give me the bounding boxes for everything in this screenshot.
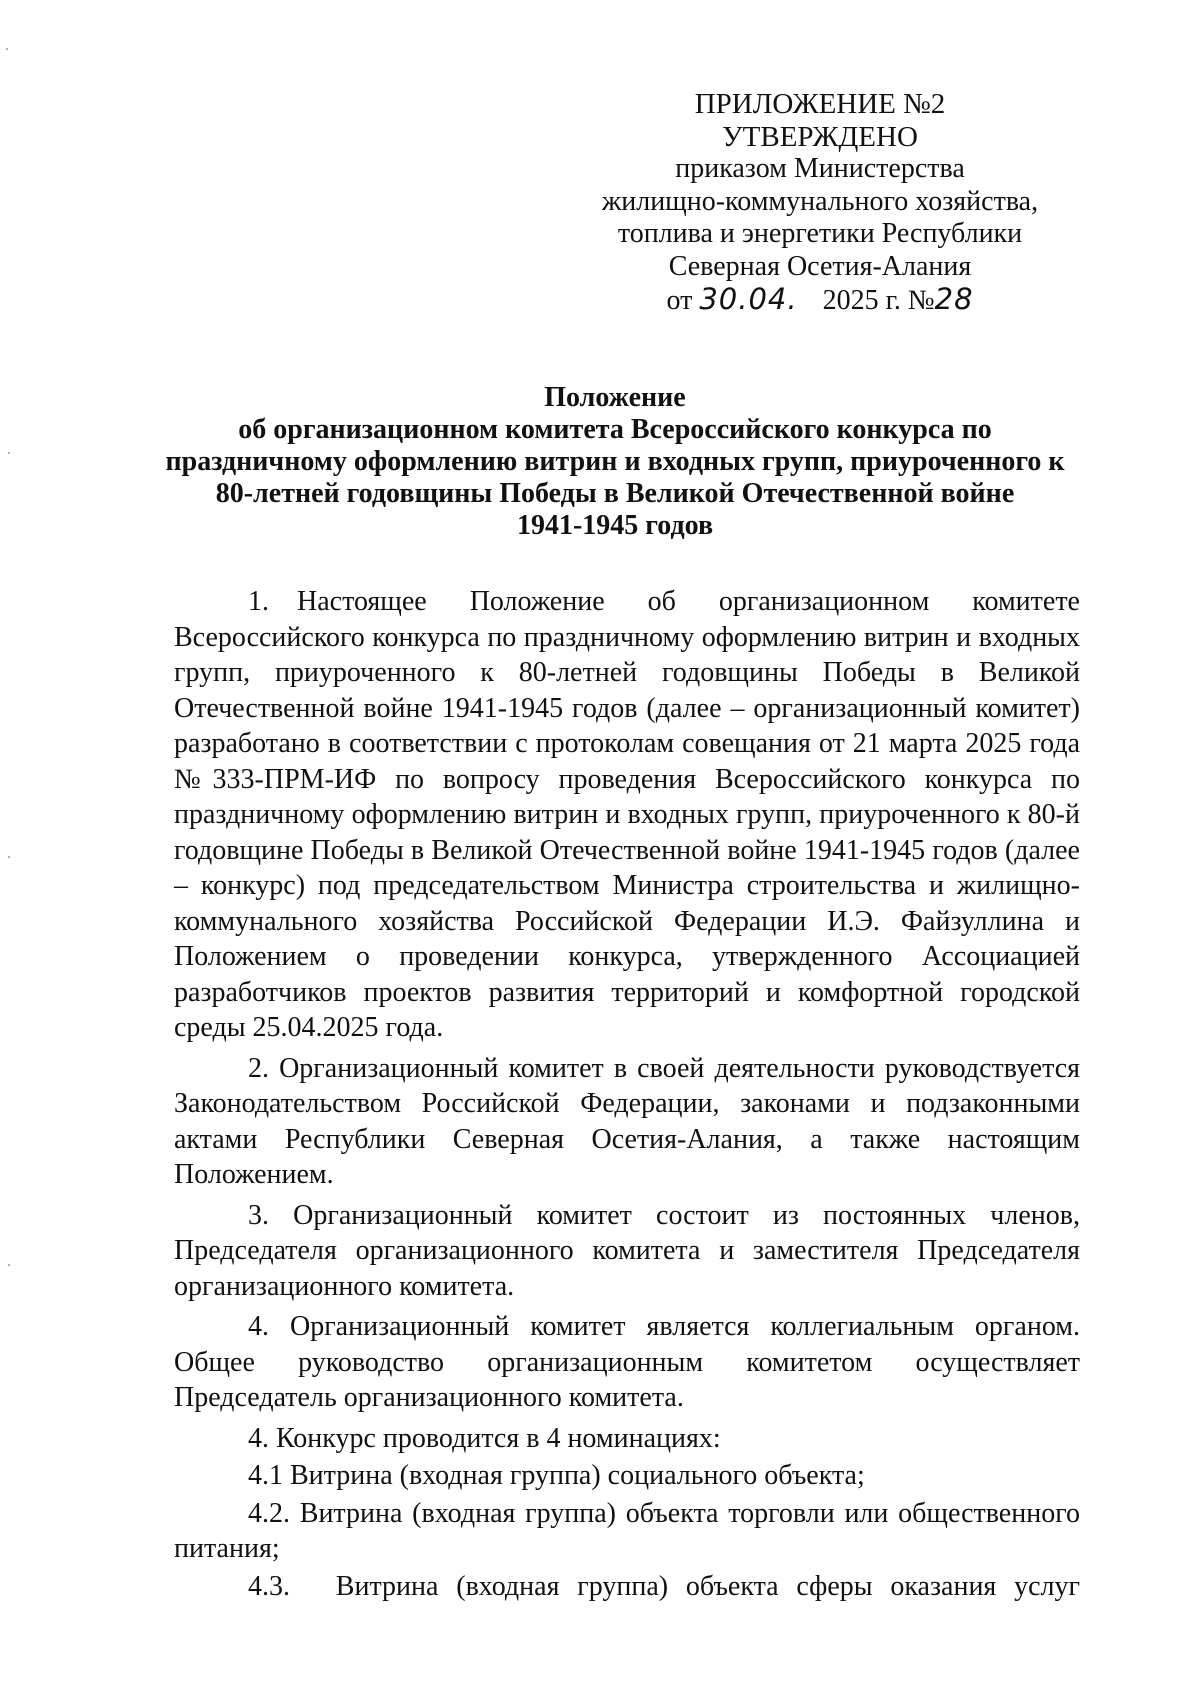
header-line: приказом Министерства [675, 153, 965, 184]
title-line: праздничному оформлению витрин и входных групп, приуроченного к [165, 446, 1065, 477]
approved-label: УТВЕРЖДЕНО [722, 120, 918, 153]
scan-dot [8, 856, 10, 858]
header-line: жилищно-коммунального хозяйства, [601, 185, 1039, 217]
date-prefix: от [666, 285, 693, 316]
number-prefix: № [907, 285, 935, 316]
header-line: топлива и энергетики Республики [617, 218, 1023, 249]
document-title [160, 382, 1070, 542]
order-year: 2025 г. [822, 285, 901, 316]
title-line: об организационном комитета Всероссийского конкурса по [238, 414, 992, 445]
title-line: 1941-1945 годов [516, 510, 714, 541]
title-line: 80-летней годовщины Победы в Великой Отечественной войне [215, 478, 1015, 509]
nominations-intro: 4. Конкурс проводится в 4 номинациях: [248, 1422, 721, 1454]
nomination-4-3: 4.3. Витрина (входная группа) объекта сферы оказания услуг [248, 1570, 1080, 1602]
title-heading: Положение [544, 382, 686, 413]
scan-dot [6, 48, 8, 50]
order-date-line [560, 283, 1080, 318]
nomination-4-1: 4.1 Витрина (входная группа) социального объекта; [248, 1460, 865, 1491]
scan-dot [8, 452, 10, 454]
paragraph-3: 3. Организационный комитет состоит из постоянных членов, Председателя организационного комитета и заместителя Председателя организационного комитета. [174, 1199, 1080, 1302]
paragraph-2: 2. Организационный комитет в своей деятельности руководствуется Законодательством Российской Федерации, законами и подзаконными актами Республики Северная Осетия-Алания, а также настоящим Положением. [174, 1052, 1080, 1190]
nomination-4-2: 4.2. Витрина (входная группа) объекта торговли или общественного питания; [174, 1497, 1080, 1564]
handwritten-date: 30.04. [699, 282, 798, 316]
document-body [174, 584, 1080, 1609]
handwritten-number: 28 [934, 282, 974, 316]
scan-dot [8, 1264, 10, 1266]
appendix-label: ПРИЛОЖЕНИЕ №2 [694, 88, 946, 120]
paragraph-1: 1. Настоящее Положение об организационном комитете Всероссийского конкурса по праздничному оформлению витрин и входных групп, приуроченного к 80-летней годовщины Победы в Великой Отечественной войне 1941-1945 годов (далее – организационный комитет) разработано в соответствии с протоколам совещания от 21 марта 2025 года №333-ПРМ-ИФ по вопросу проведения Всероссийского конкурса по праздничному оформлению витрин и входных групп, приуроченного к 80-й годовщине Победы в Великой Отечественной войне 1941-1945 годов (далее – конкурс) под председательством Министра строительства и жилищно-коммунального хозяйства Российской Федерации И.Э. Файзуллина и Положением о проведении конкурса, утвержденного Ассоциацией разработчиков проектов развития территорий и комфортной городской среды 25.04.2025 года. [174, 586, 1080, 1043]
paragraph-4: 4. Организационный комитет является коллегиальным органом. Общее руководство организационным комитетом осуществляет Председатель организационного комитета. [174, 1311, 1080, 1413]
approval-header [560, 88, 1080, 318]
header-line: Северная Осетия-Алания [668, 250, 972, 282]
